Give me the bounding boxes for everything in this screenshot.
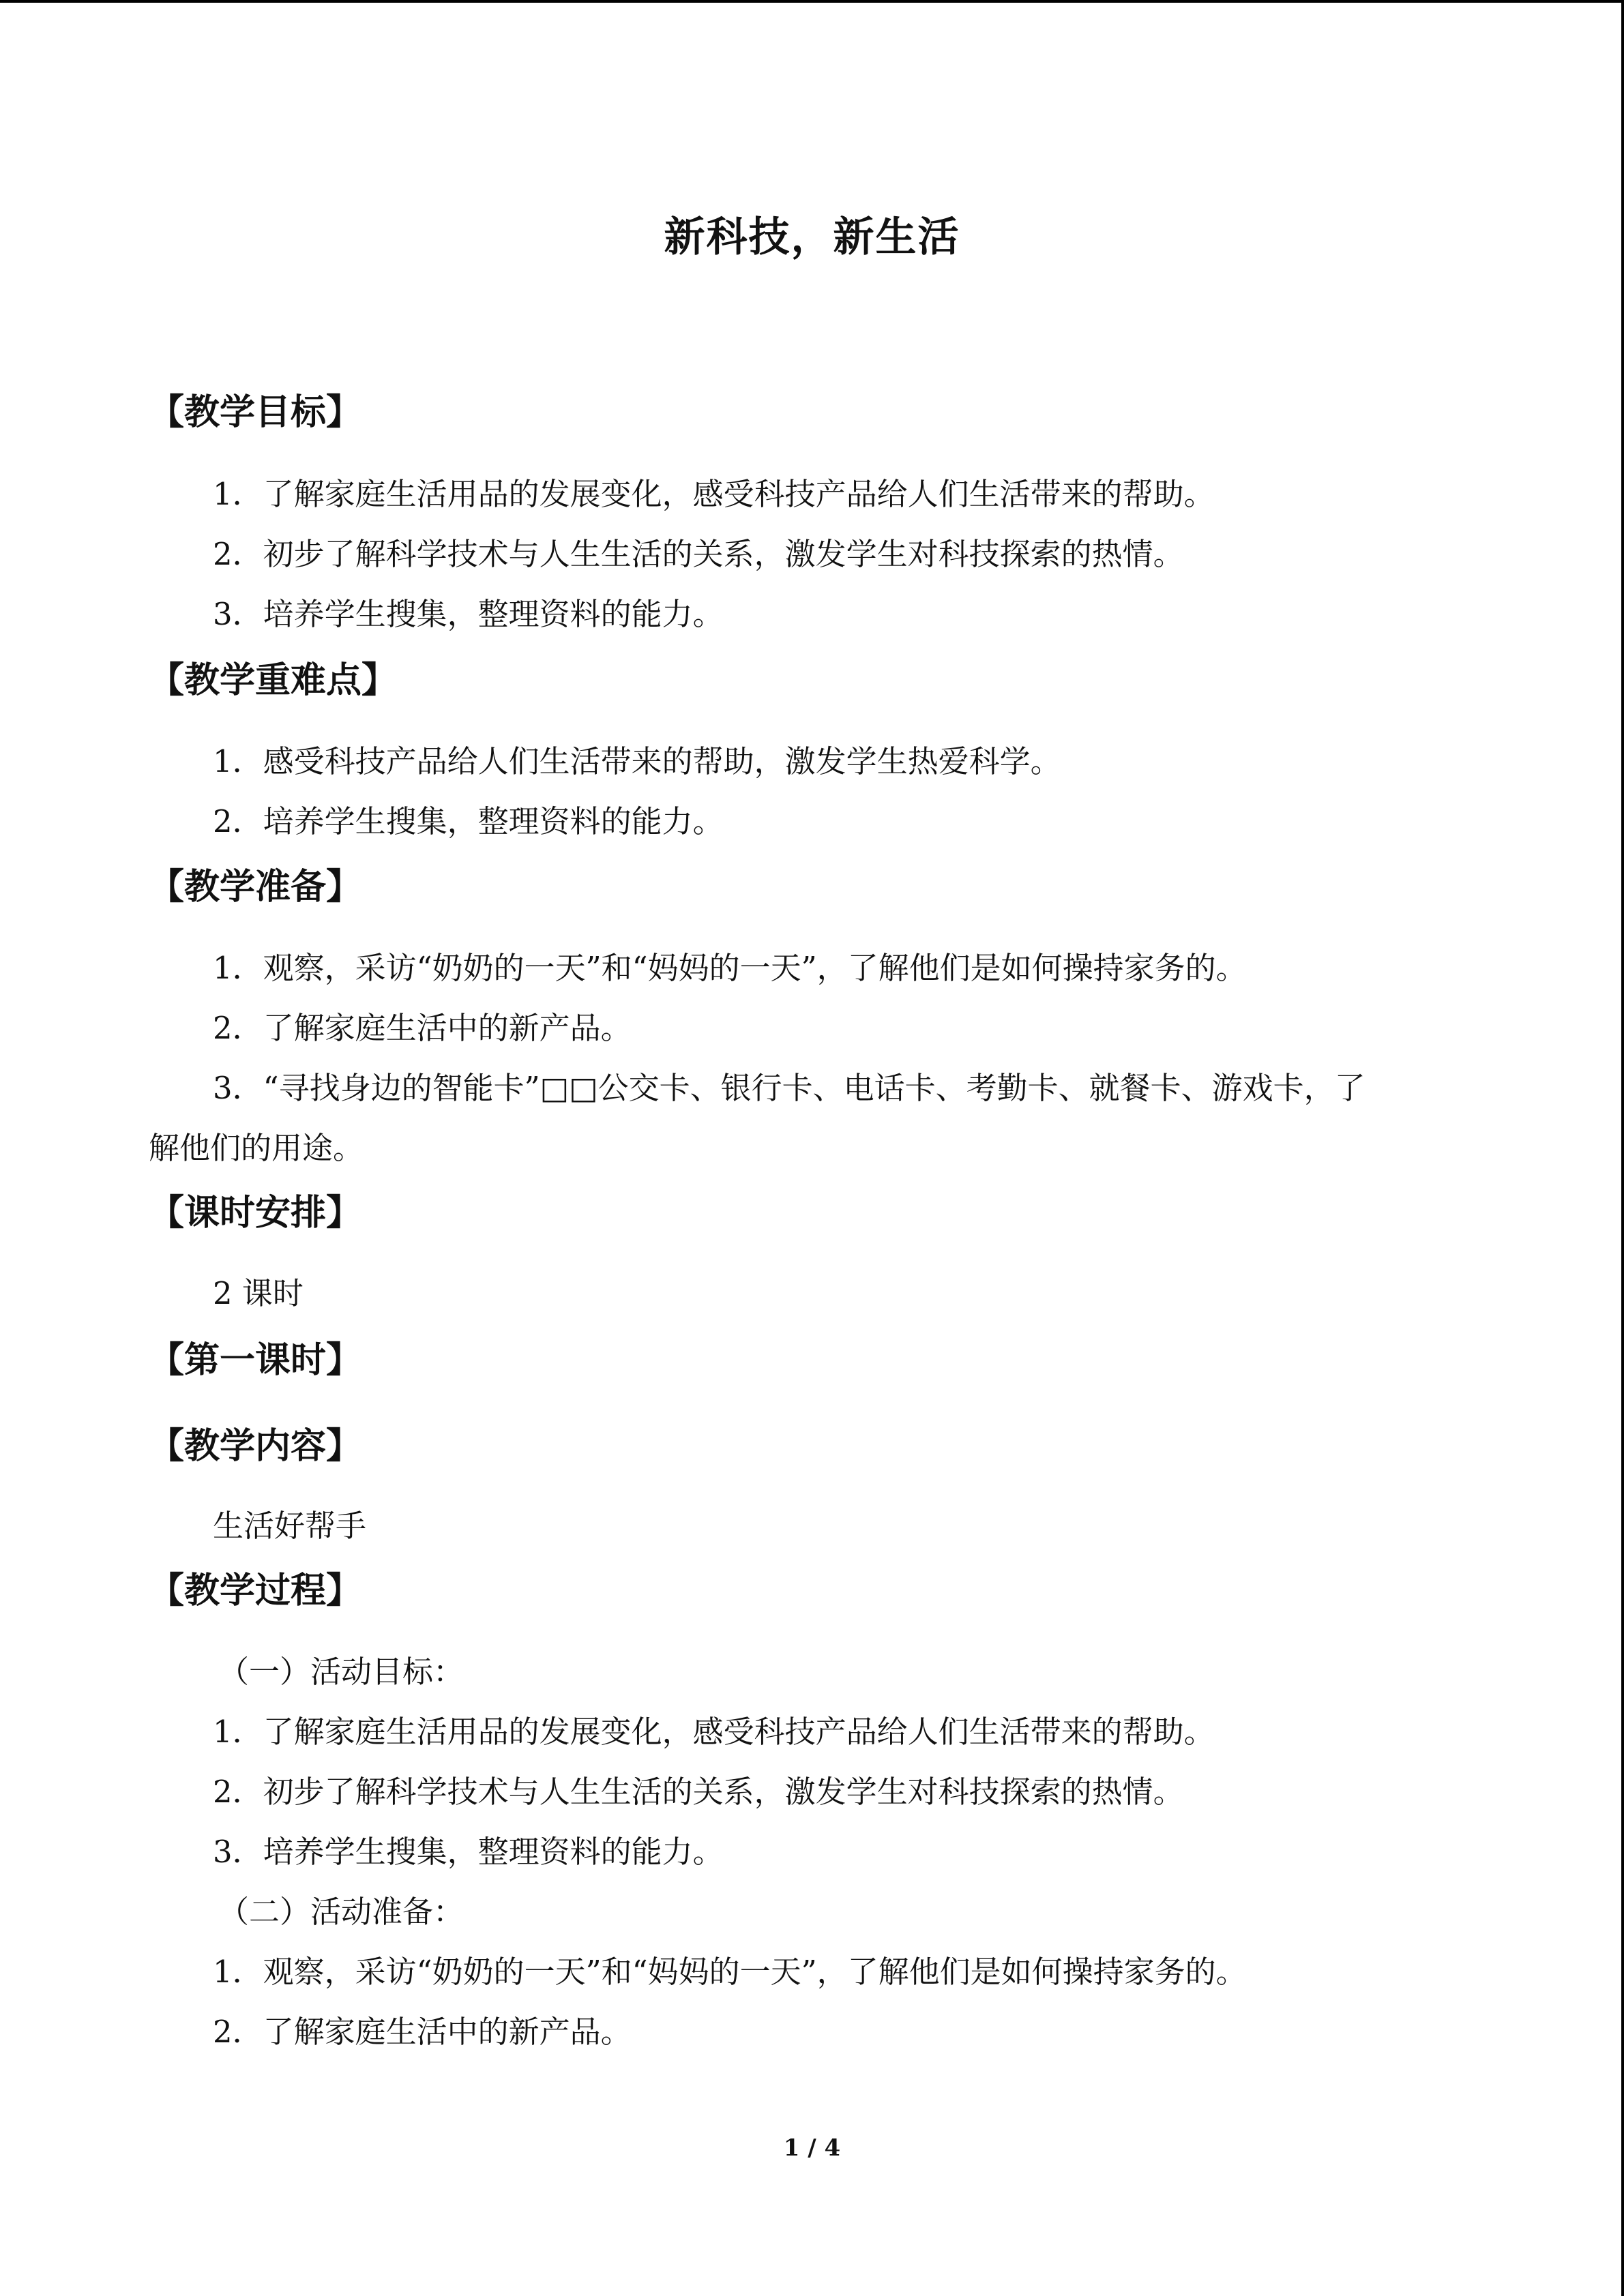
page-title: 新科技，新生活 [664,213,960,261]
prep-item-3-continued: 解他们的用途。 [149,1130,364,1166]
prep-item-2: 2．了解家庭生活中的新产品。 [213,1010,632,1046]
heading-lesson-one: 【第一课时】 [149,1339,362,1381]
prep-item-1: 1．观察，采访“奶奶的一天”和“妈妈的一天”，了解他们是如何操持家务的。 [213,950,1247,986]
process-prep-item-2: 2．了解家庭生活中的新产品。 [213,2014,632,2050]
goal-item-1: 1．了解家庭生活用品的发展变化，感受科技产品给人们生活带来的帮助。 [213,476,1215,512]
process-goal-item-3: 3．培养学生搜集，整理资料的能力。 [213,1834,724,1870]
page-number: 1 / 4 [783,2134,841,2162]
key-point-item-2: 2．培养学生搜集，整理资料的能力。 [213,803,724,839]
goal-item-3: 3．培养学生搜集，整理资料的能力。 [213,596,724,632]
process-goal-item-2: 2．初步了解科学技术与人生生活的关系，激发学生对科技探索的热情。 [213,1774,1184,1810]
heading-schedule: 【课时安排】 [149,1192,362,1234]
process-goal-item-1: 1．了解家庭生活用品的发展变化，感受科技产品给人们生活带来的帮助。 [213,1714,1215,1750]
heading-teaching-goals: 【教学目标】 [149,391,362,433]
heading-process: 【教学过程】 [149,1570,362,1611]
process-subheading-2: （二）活动准备： [218,1894,464,1930]
heading-key-points: 【教学重难点】 [149,659,398,701]
top-border [0,0,1624,3]
right-border [1621,0,1624,2296]
schedule-text: 2 课时 [213,1275,304,1311]
process-prep-item-1: 1．观察，采访“奶奶的一天”和“妈妈的一天”，了解他们是如何操持家务的。 [213,1954,1247,1990]
heading-content: 【教学内容】 [149,1425,362,1467]
heading-preparation: 【教学准备】 [149,866,362,908]
key-point-item-1: 1．感受科技产品给人们生活带来的帮助，激发学生热爱科学。 [213,743,1061,779]
goal-item-2: 2．初步了解科学技术与人生生活的关系，激发学生对科技探索的热情。 [213,536,1184,572]
prep-item-3: 3．“寻找身边的智能卡”□□公交卡、银行卡、电话卡、考勤卡、就餐卡、游戏卡，了 [213,1070,1365,1106]
process-subheading-1: （一）活动目标： [218,1654,464,1690]
content-text: 生活好帮手 [213,1508,367,1544]
